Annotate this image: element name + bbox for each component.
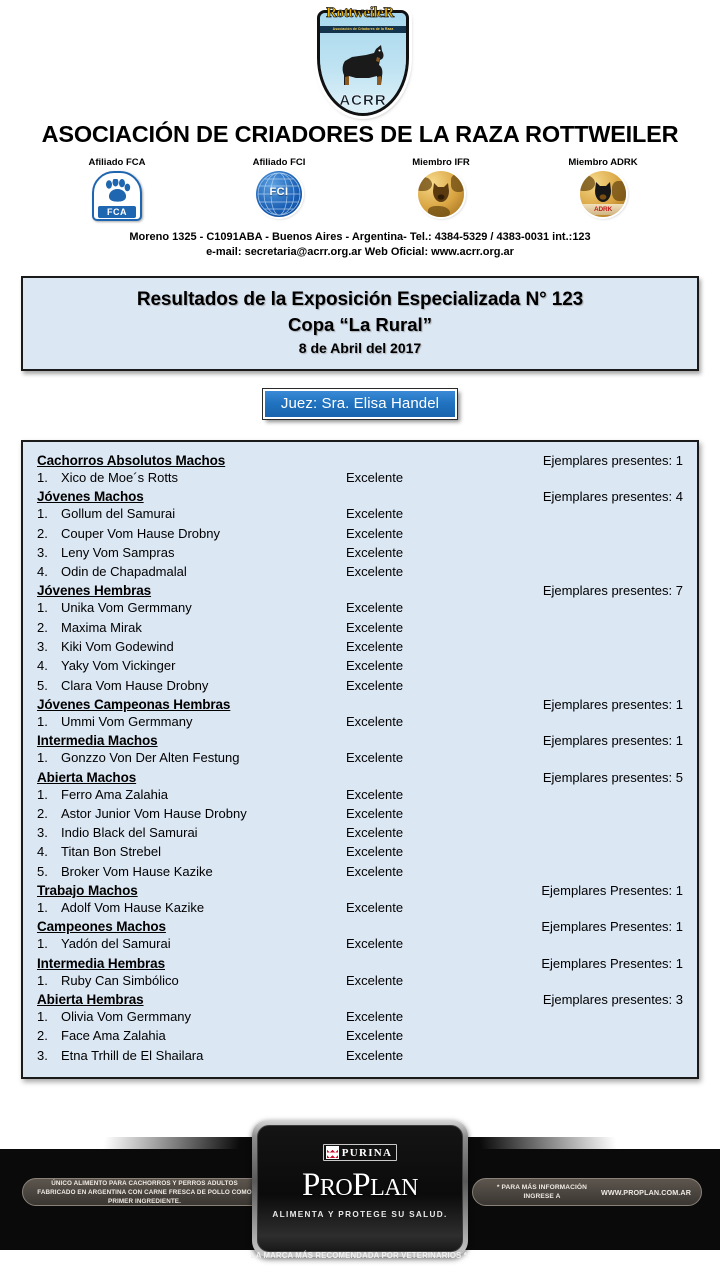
- affiliation-label: Afiliado FCI: [252, 157, 306, 168]
- result-dog-name: Clara Vom Hause Drobny: [61, 677, 209, 693]
- result-qualification: Excelente: [346, 863, 404, 879]
- sponsor-footer: [0, 1120, 720, 1280]
- adrk-ribbon-text: ADRK: [581, 204, 625, 215]
- acrr-logo: [305, 6, 415, 114]
- exposition-date: 8 de Abril del 2017: [298, 340, 422, 356]
- result-dog-name: Odin de Chapadmalal: [61, 564, 187, 580]
- paw-print-icon: [102, 179, 132, 203]
- result-qualification: Excelente: [346, 544, 404, 560]
- result-row: [37, 618, 683, 637]
- result-dog-name: Gollum del Samurai: [61, 506, 176, 522]
- category-header: [37, 883, 683, 898]
- result-qualification: Excelente: [346, 750, 404, 766]
- affiliation-adrk: [548, 157, 658, 221]
- result-rank: 2.: [37, 805, 48, 821]
- result-row: [37, 562, 683, 581]
- result-rank: 1.: [37, 1008, 48, 1024]
- category-name: Jóvenes Hembras: [37, 583, 152, 599]
- dog-head-icon: [591, 180, 615, 206]
- result-row: [37, 934, 683, 953]
- result-qualification: Excelente: [346, 619, 404, 635]
- result-rank: 1.: [37, 786, 48, 802]
- result-rank: 1.: [37, 470, 48, 485]
- category-entry-count: Ejemplares presentes: 3: [542, 991, 683, 1007]
- result-row: [37, 804, 683, 823]
- result-rank: 1.: [37, 972, 48, 988]
- result-row: [37, 637, 683, 656]
- claim-right-prefix: * PARA MÁS INFORMACIÓN INGRESE A: [496, 1184, 588, 1200]
- acrr-wordmark: ACRR: [339, 92, 387, 109]
- proplan-wordmark: PROPLAN: [302, 1167, 418, 1203]
- shield-band-text: Asociación de Criadores de la Raza: [320, 26, 406, 33]
- result-rank: 2.: [37, 619, 48, 635]
- category-entry-count: Ejemplares presentes: 5: [542, 769, 683, 785]
- result-row: [37, 1026, 683, 1045]
- result-qualification: Excelente: [346, 844, 404, 860]
- result-qualification: Excelente: [346, 972, 404, 988]
- result-dog-name: Maxima Mirak: [61, 619, 142, 635]
- category-name: Campeones Machos: [37, 919, 166, 935]
- judge-banner: Juez: Sra. Elisa Handel: [263, 389, 457, 419]
- result-row: [37, 524, 683, 543]
- result-row: [37, 1046, 683, 1065]
- result-rank: 4.: [37, 564, 48, 580]
- result-qualification: Excelente: [346, 639, 404, 655]
- result-qualification: Excelente: [346, 470, 404, 485]
- result-rank: 2.: [37, 1028, 48, 1044]
- document-header: [0, 0, 720, 260]
- result-row: [37, 898, 683, 917]
- result-qualification: Excelente: [346, 525, 404, 541]
- dog-head-icon: [429, 180, 453, 206]
- result-rank: 1.: [37, 750, 48, 766]
- result-qualification: Excelente: [346, 713, 404, 729]
- result-qualification: Excelente: [346, 1028, 404, 1044]
- result-qualification: Excelente: [346, 805, 404, 821]
- category-header: [37, 733, 683, 748]
- result-rank: 1.: [37, 713, 48, 729]
- contact-email-web: e-mail: secretaria@acrr.org.ar Web Oficial: www.acrr.org.ar: [206, 246, 514, 258]
- result-rank: 4.: [37, 844, 48, 860]
- affiliation-label: Miembro ADRK: [568, 157, 638, 168]
- result-dog-name: Olivia Vom Germmany: [61, 1008, 192, 1024]
- category-entry-count: Ejemplares presentes: 1: [542, 696, 683, 712]
- category-header: [37, 583, 683, 598]
- result-qualification: Excelente: [346, 1008, 404, 1024]
- ifr-globe-icon: [418, 171, 464, 217]
- results-panel: [21, 440, 699, 1079]
- category-name: Jóvenes Campeonas Hembras: [37, 696, 231, 712]
- result-dog-name: Yadón del Samurai: [61, 936, 171, 952]
- result-rank: 3.: [37, 825, 48, 841]
- result-dog-name: Unika Vom Germmany: [61, 600, 192, 616]
- result-row: [37, 748, 683, 767]
- result-rank: 1.: [37, 900, 48, 916]
- result-dog-name: Titan Bon Strebel: [61, 844, 161, 860]
- result-qualification: Excelente: [346, 786, 404, 802]
- result-qualification: Excelente: [346, 564, 404, 580]
- affiliations-row: [0, 157, 720, 221]
- result-row: [37, 468, 683, 487]
- category-header: [37, 770, 683, 785]
- category-entry-count: Ejemplares presentes: 1: [542, 453, 683, 468]
- result-dog-name: Broker Vom Hause Kazike: [61, 863, 213, 879]
- organization-title: ASOCIACIÓN DE CRIADORES DE LA RAZA ROTTWEILER: [41, 121, 679, 147]
- results-list: [37, 453, 683, 1065]
- category-name: Intermedia Hembras: [37, 955, 165, 971]
- result-row: [37, 842, 683, 861]
- result-dog-name: Xico de Moe´s Rotts: [61, 470, 179, 485]
- result-dog-name: Ruby Can Simbólico: [61, 972, 179, 988]
- affiliation-fci: [224, 157, 334, 221]
- result-dog-name: Kiki Vom Godewind: [61, 639, 174, 655]
- category-name: Abierta Hembras: [37, 991, 144, 1007]
- category-name: Trabajo Machos: [37, 883, 138, 899]
- category-entry-count: Ejemplares Presentes: 1: [541, 883, 683, 899]
- category-header: [37, 956, 683, 971]
- contact-address: Moreno 1325 - C1091ABA - Buenos Aires - Argentina- Tel.: 4384-5329 / 4383-0031 int.:123: [129, 231, 591, 243]
- result-row: [37, 823, 683, 842]
- result-dog-name: Gonzzo Von Der Alten Festung: [61, 750, 240, 766]
- result-rank: 2.: [37, 525, 48, 541]
- fci-globe-icon: [256, 171, 302, 217]
- rottweiler-wordmark: RottweileR: [326, 5, 394, 21]
- result-row: [37, 504, 683, 523]
- result-dog-name: Adolf Vom Hause Kazike: [61, 900, 205, 916]
- category-name: Cachorros Absolutos Machos: [37, 453, 226, 468]
- result-row: [37, 971, 683, 990]
- result-dog-name: Indio Black del Samurai: [61, 825, 198, 841]
- result-qualification: Excelente: [346, 600, 404, 616]
- category-header: [37, 697, 683, 712]
- category-entry-count: Ejemplares Presentes: 1: [541, 955, 683, 971]
- exposition-title: Resultados de la Exposición Especializada N° 123: [136, 289, 584, 310]
- result-row: [37, 598, 683, 617]
- judge-banner-wrap: [0, 389, 720, 419]
- purina-lockup: [323, 1144, 398, 1161]
- proplan-logo-card: [252, 1120, 468, 1257]
- category-name: Jóvenes Machos: [37, 489, 144, 505]
- fci-tag-text: FCI: [269, 186, 289, 198]
- category-name: Abierta Machos: [37, 769, 137, 785]
- result-rank: 3.: [37, 639, 48, 655]
- sponsor-bottom-line: LA MARCA MÁS RECOMENDADA POR VETERINARIOS *.: [250, 1251, 470, 1260]
- category-header: [37, 919, 683, 934]
- affiliation-label: Afiliado FCA: [88, 157, 146, 168]
- proplan-tagline: ALIMENTA Y PROTEGE SU SALUD.: [272, 1210, 448, 1219]
- result-row: [37, 656, 683, 675]
- result-rank: 1.: [37, 936, 48, 952]
- rottweiler-silhouette-icon: [336, 43, 390, 87]
- result-rank: 5.: [37, 863, 48, 879]
- fca-tag-text: FCA: [98, 206, 136, 218]
- result-rank: 1.: [37, 506, 48, 522]
- category-header: [37, 992, 683, 1007]
- result-row: [37, 1007, 683, 1026]
- exposition-cup: Copa “La Rural”: [288, 314, 432, 335]
- result-row: [37, 785, 683, 804]
- adrk-globe-icon: [580, 171, 626, 217]
- result-dog-name: Etna Trhill de El Shailara: [61, 1047, 204, 1063]
- result-rank: 3.: [37, 1047, 48, 1063]
- result-dog-name: Leny Vom Sampras: [61, 544, 175, 560]
- category-entry-count: Ejemplares presentes: 1: [542, 733, 683, 749]
- result-qualification: Excelente: [346, 936, 404, 952]
- affiliation-fca: [62, 157, 172, 221]
- result-rank: 4.: [37, 658, 48, 674]
- category-header: [37, 453, 683, 468]
- result-dog-name: Yaky Vom Vickinger: [61, 658, 176, 674]
- purina-wordmark: PURINA: [341, 1146, 393, 1159]
- globe-landmass: [428, 206, 450, 217]
- result-row: [37, 543, 683, 562]
- result-rank: 3.: [37, 544, 48, 560]
- category-header: [37, 489, 683, 504]
- result-rank: 5.: [37, 677, 48, 693]
- result-rank: 1.: [37, 600, 48, 616]
- result-dog-name: Couper Vom Hause Drobny: [61, 525, 220, 541]
- sponsor-claim-right: [472, 1178, 702, 1206]
- claim-right-url: WWW.PROPLAN.COM.AR: [600, 1187, 691, 1197]
- category-entry-count: Ejemplares presentes: 7: [542, 583, 683, 599]
- result-dog-name: Astor Junior Vom Hause Drobny: [61, 805, 247, 821]
- result-row: [37, 862, 683, 881]
- fca-paw-icon: [92, 171, 142, 221]
- result-dog-name: Ferro Ama Zalahia: [61, 786, 168, 802]
- result-qualification: Excelente: [346, 506, 404, 522]
- category-entry-count: Ejemplares Presentes: 1: [541, 919, 683, 935]
- affiliation-ifr: [386, 157, 496, 221]
- result-qualification: Excelente: [346, 1047, 404, 1063]
- result-row: [37, 676, 683, 695]
- contact-block: [0, 230, 720, 260]
- result-qualification: Excelente: [346, 677, 404, 693]
- proplan-logo-inner: [257, 1125, 463, 1252]
- purina-checkerboard-icon: [326, 1146, 339, 1159]
- result-dog-name: Ummi Vom Germmany: [61, 713, 193, 729]
- result-qualification: Excelente: [346, 825, 404, 841]
- exposition-title-box: [21, 276, 699, 371]
- result-qualification: Excelente: [346, 658, 404, 674]
- category-entry-count: Ejemplares presentes: 4: [542, 489, 683, 505]
- affiliation-label: Miembro IFR: [412, 157, 470, 168]
- shield-icon: [317, 10, 409, 116]
- result-row: [37, 712, 683, 731]
- sponsor-claim-left: ÚNICO ALIMENTO PARA CACHORROS Y PERROS ADULTOS FABRICADO EN ARGENTINA CON CARNE FRESCA DE POLLO COMO PRIMER INGREDIENTE.: [22, 1178, 267, 1206]
- result-qualification: Excelente: [346, 900, 404, 916]
- result-dog-name: Face Ama Zalahia: [61, 1028, 166, 1044]
- category-name: Intermedia Machos: [37, 733, 158, 749]
